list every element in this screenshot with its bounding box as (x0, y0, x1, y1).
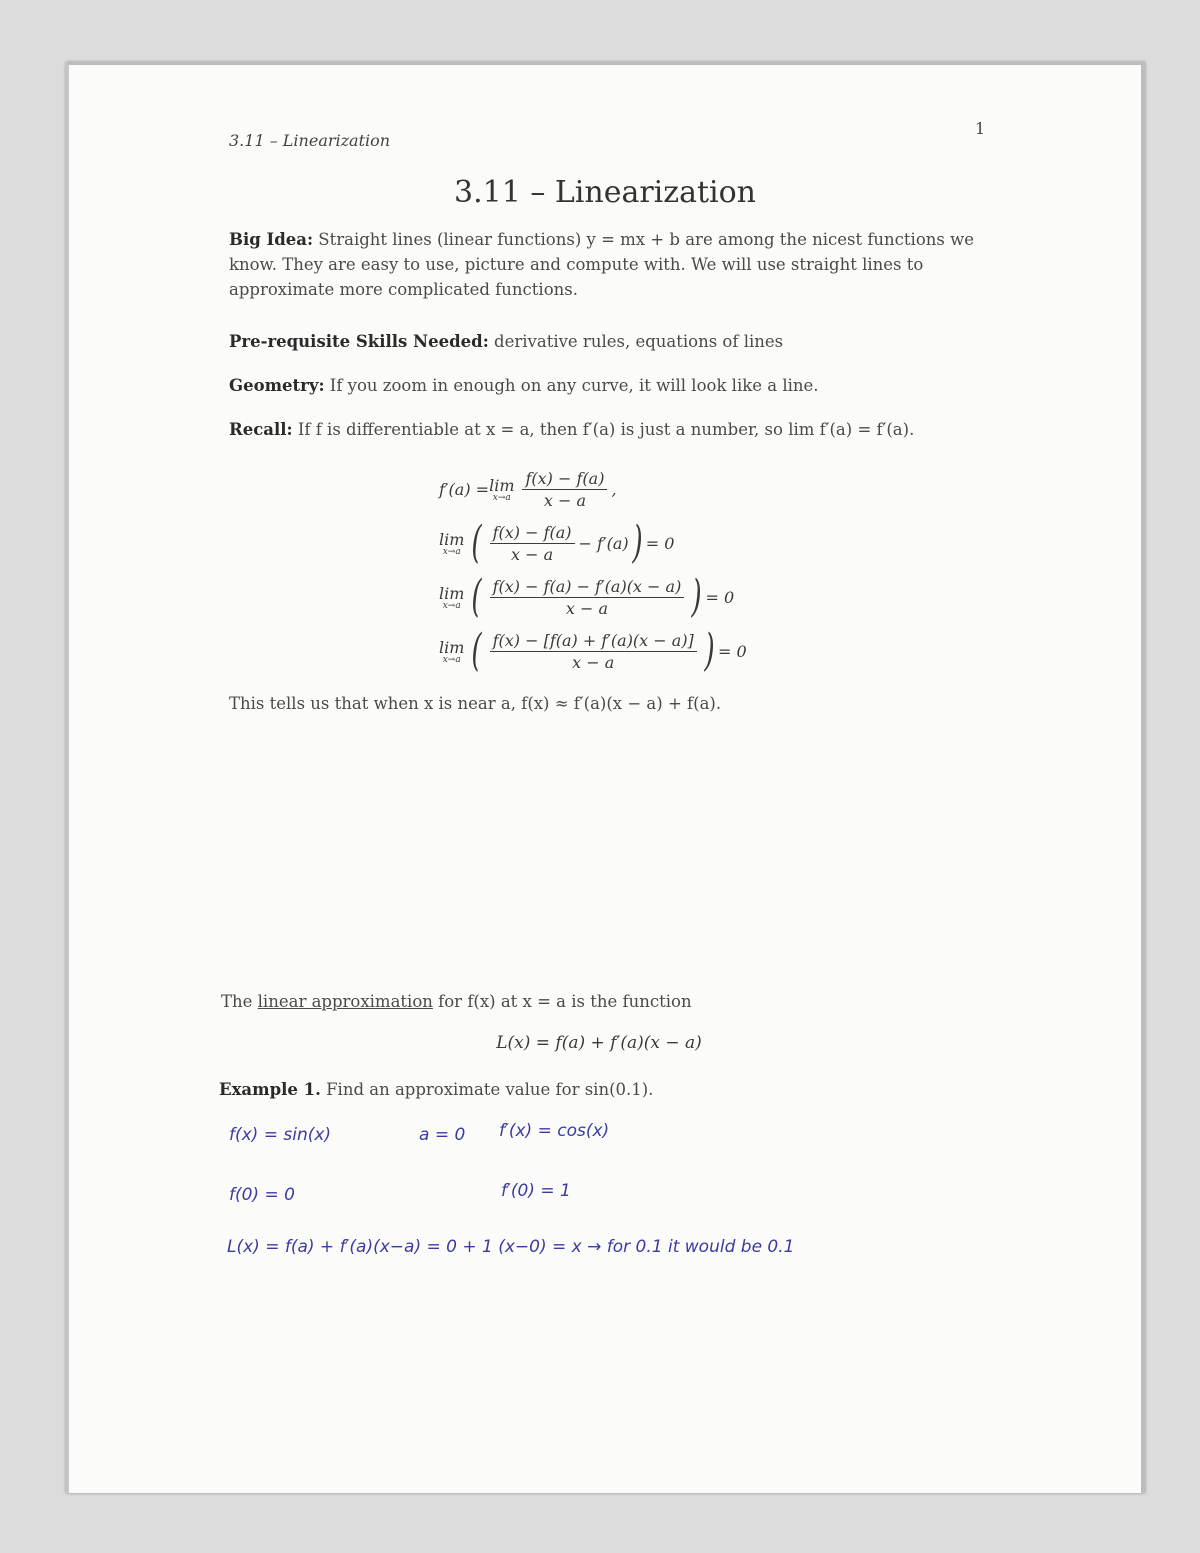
row1-lhs: f′(a) = (439, 480, 490, 499)
row3-lim-sub: x→a (442, 600, 461, 611)
row2-lim (439, 530, 464, 557)
tells-us-sentence: This tells us that when x is near a, f(x) ≈ f′(a)(x − a) + f(a). (229, 694, 722, 713)
handwritten-f0: f(0) = 0 (229, 1185, 295, 1205)
example-1 (219, 1077, 979, 1102)
linear-approx-sentence (221, 989, 981, 1014)
recall-paragraph (229, 417, 989, 442)
big-idea-label: Big Idea: (229, 230, 314, 249)
example-1-text: Find an approximate value for sin(0.1). (326, 1080, 654, 1099)
row4-lim-text: lim (439, 637, 465, 657)
geometry-paragraph (229, 373, 989, 398)
row3-denominator: x − a (565, 598, 609, 618)
row1-lim-text: lim (489, 476, 515, 495)
row4-lim (439, 638, 464, 665)
page-title: 3.11 – Linearization (453, 175, 756, 210)
linear-approx-formula: L(x) = f(a) + f′(a)(x − a) (496, 1033, 702, 1053)
row1-fraction (522, 469, 607, 510)
right-paren: ) (691, 571, 703, 622)
recall-text: If f is differentiable at x = a, then f′(a) is just a number, so lim f′(a) = f′(a). (297, 420, 915, 439)
row1-tail: , (611, 480, 617, 499)
row4-fraction (490, 631, 697, 672)
linear-approx-suffix: for f(x) at x = a is the function (438, 992, 692, 1011)
row1-numerator: f(x) − f(a) (522, 469, 607, 490)
row2-denominator: x − a (510, 544, 554, 564)
derivation-row-3 (439, 571, 735, 622)
example-1-label: Example 1. (219, 1080, 321, 1099)
linear-approx-term: linear approximation (257, 992, 433, 1011)
running-header: 3.11 – Linearization (229, 131, 391, 150)
right-paren: ) (704, 625, 715, 676)
geometry-text: If you zoom in enough on any curve, it will look like a line. (329, 376, 819, 395)
handwritten-linearization: L(x) = f(a) + f′(a)(x−a) = 0 + 1 (x−0) = x → for 0.1 it would be 0.1 (227, 1237, 795, 1257)
document-page (66, 62, 1145, 1493)
row4-rhs: = 0 (717, 641, 747, 661)
prereq-paragraph (229, 329, 989, 354)
row2-lim-sub: x→a (442, 546, 461, 557)
derivation-row-2 (439, 517, 675, 568)
row3-lim (439, 584, 464, 611)
handwritten-fx: f(x) = sin(x) (229, 1125, 332, 1145)
handwritten-fprime-x: f′(x) = cos(x) (499, 1121, 610, 1141)
row1-lim (489, 476, 514, 503)
derivation-row-4 (439, 625, 747, 676)
recall-label: Recall: (229, 420, 293, 439)
row1-denominator: x − a (543, 491, 587, 510)
row4-denominator: x − a (572, 652, 615, 672)
row1-lim-sub: x→a (492, 493, 511, 503)
page-number: 1 (975, 119, 986, 138)
row2-inner: − f′(a) (578, 533, 629, 553)
handwritten-a: a = 0 (419, 1125, 466, 1145)
prereq-text: derivative rules, equations of lines (494, 332, 784, 351)
row4-numerator: f(x) − [f(a) + f′(a)(x − a)] (490, 631, 697, 652)
row2-rhs: = 0 (645, 533, 675, 553)
geometry-label: Geometry: (229, 376, 325, 395)
row2-lim-text: lim (439, 529, 465, 549)
big-idea-text: Straight lines (linear functions) y = mx + b are among the nicest functions we know. They are easy to use, picture and compute with. We will use straight lines to approximate more complicated functions. (229, 230, 974, 299)
row2-fraction (490, 523, 575, 564)
left-paren: ( (471, 571, 483, 622)
left-paren: ( (471, 517, 483, 568)
big-idea-paragraph (229, 227, 989, 302)
row3-fraction (490, 577, 685, 618)
row3-numerator: f(x) − f(a) − f′(a)(x − a) (490, 577, 685, 598)
row3-lim-text: lim (439, 583, 465, 603)
left-paren: ( (471, 625, 483, 676)
row2-numerator: f(x) − f(a) (490, 523, 575, 544)
handwritten-fprime-0: f′(0) = 1 (501, 1181, 571, 1201)
row4-lim-sub: x→a (442, 654, 461, 665)
row3-rhs: = 0 (705, 587, 735, 607)
linear-approx-prefix: The (221, 992, 253, 1011)
derivation-row-1 (439, 469, 617, 510)
prereq-label: Pre-requisite Skills Needed: (229, 332, 489, 351)
right-paren: ) (632, 517, 643, 568)
